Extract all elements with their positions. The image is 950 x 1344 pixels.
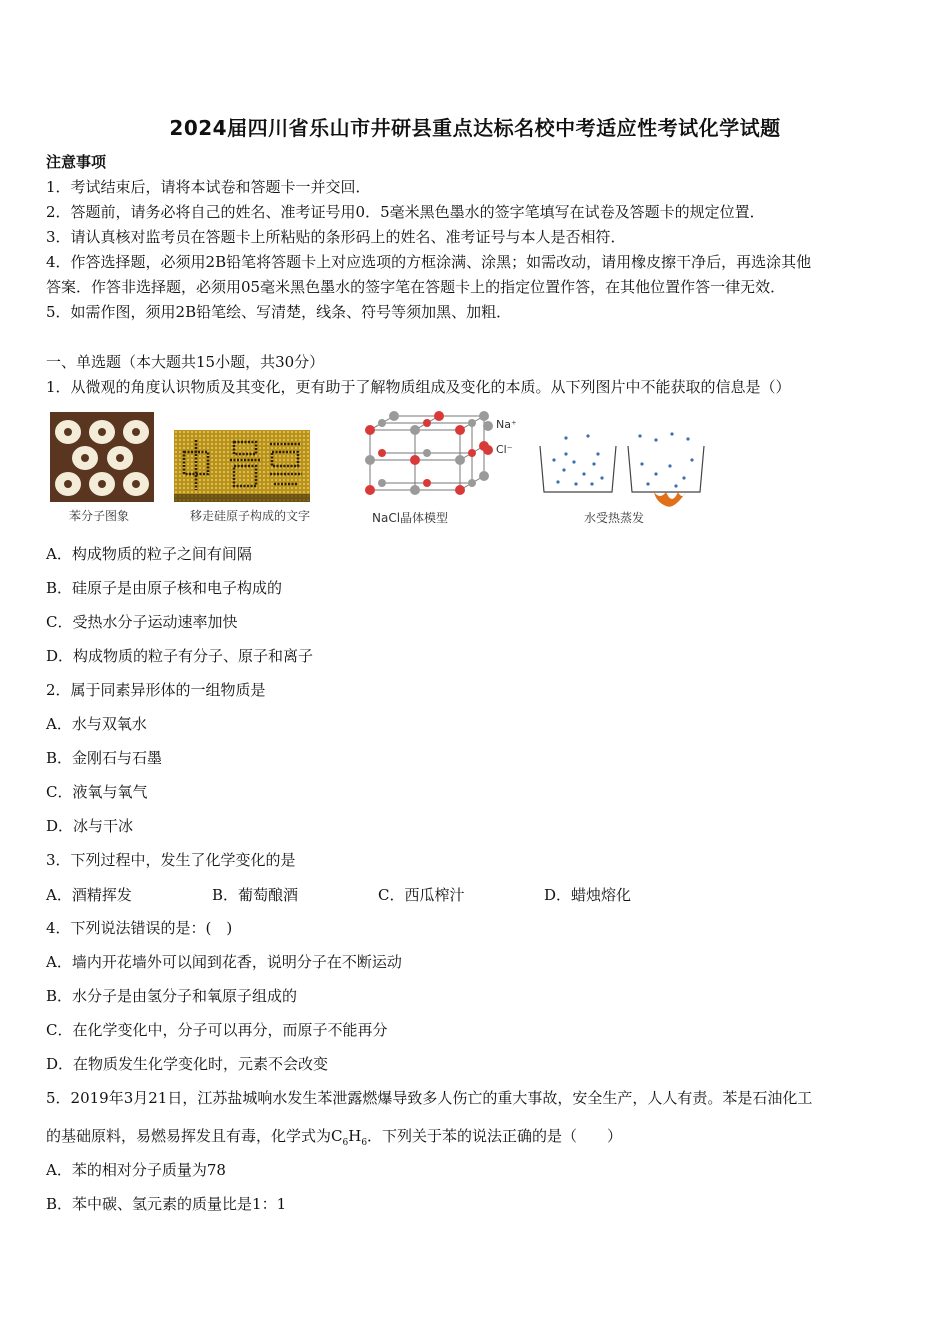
question-2-stem: 2．属于同素异形体的一组物质是 — [46, 681, 266, 699]
q3-option-b: B．葡萄酿酒 — [212, 886, 299, 904]
caption-silicon: 移走硅原子构成的文字 — [190, 509, 311, 523]
q4-option-c: C．在化学变化中，分子可以再分，而原子不能再分 — [46, 1021, 388, 1039]
caption-water: 水受热蒸发 — [584, 511, 645, 525]
q1-option-d: D．构成物质的粒子有分子、原子和离子 — [46, 647, 314, 665]
q5-stem-mid: H — [348, 1127, 362, 1145]
q5-option-a: A．苯的相对分子质量为78 — [46, 1161, 226, 1179]
q4-option-a: A．墙内开花墙外可以闻到花香，说明分子在不断运动 — [46, 953, 402, 971]
question-5-stem-line1: 5．2019年3月21日，江苏盐城响水发生苯泄露燃爆导致多人伤亡的重大事故，安全生产，人人有责。苯是石油化工 — [46, 1089, 813, 1107]
question-3-stem: 3．下列过程中，发生了化学变化的是 — [46, 851, 296, 869]
silicon-atoms-image — [174, 430, 310, 502]
q2-option-a: A．水与双氧水 — [46, 715, 147, 733]
notice-item: 2．答题前，请务必将自己的姓名、准考证号用0．5毫米黑色墨水的签字笔填写在试卷及答题卡的规定位置． — [46, 203, 765, 221]
legend-cl: Cl⁻ — [496, 443, 513, 456]
notice-item: 3．请认真核对监考员在答题卡上所粘贴的条形码上的姓名、准考证号与本人是否相符． — [46, 228, 626, 246]
q3-option-a: A．酒精挥发 — [46, 886, 132, 904]
q1-option-c: C．受热水分子运动速率加快 — [46, 613, 238, 631]
q5-sub-c: 6 — [342, 1138, 349, 1148]
q4-option-b: B．水分子是由氢分子和氧原子组成的 — [46, 987, 298, 1005]
question-5-stem-line2 — [46, 1126, 622, 1153]
question-1-stem: 1．从微观的角度认识物质及其变化，更有助于了解物质组成及变化的本质。从下列图片中不能获取的信息是（） — [46, 378, 791, 396]
notice-item: 4．作答选择题，必须用2B铅笔将答题卡上对应选项的方框涂满、涂黑；如需改动，请用橡皮擦干净后，再选涂其他 — [46, 253, 812, 271]
q3-option-c: C．西瓜榨汁 — [378, 886, 465, 904]
question-4-stem: 4．下列说法错误的是：( ) — [46, 919, 233, 937]
q2-option-c: C．液氧与氧气 — [46, 783, 148, 801]
q5-option-b: B．苯中碳、氢元素的质量比是1：1 — [46, 1195, 287, 1213]
q5-sub-h: 6 — [361, 1138, 368, 1148]
notice-item: 答案．作答非选择题，必须用05毫米黑色墨水的签字笔在答题卡上的指定位置作答，在其他位置作答一律无效． — [46, 278, 786, 296]
q4-option-d: D．在物质发生化学变化时，元素不会改变 — [46, 1055, 329, 1073]
q1-option-a: A．构成物质的粒子之间有间隔 — [46, 545, 252, 563]
notice-heading: 注意事项 — [46, 153, 107, 171]
q5-stem-post: ．下列关于苯的说法正确的是（ ） — [367, 1127, 623, 1145]
page-title: 2024届四川省乐山市井研县重点达标名校中考适应性考试化学试题 — [169, 116, 781, 140]
caption-nacl: NaCl晶体模型 — [372, 511, 449, 525]
q2-option-b: B．金刚石与石墨 — [46, 749, 163, 767]
benzene-image — [50, 412, 154, 502]
notice-item: 1．考试结束后，请将本试卷和答题卡一并交回． — [46, 178, 371, 196]
q3-options — [46, 884, 631, 905]
q2-option-d: D．冰与干冰 — [46, 817, 134, 835]
water-evaporation-image — [536, 430, 712, 508]
caption-benzene: 苯分子图象 — [69, 509, 130, 523]
legend-na: Na⁺ — [496, 418, 517, 431]
q1-option-b: B．硅原子是由原子核和电子构成的 — [46, 579, 283, 597]
section-heading: 一、单选题（本大题共15小题，共30分） — [46, 353, 325, 371]
q5-stem-pre: 的基础原料，易燃易挥发且有毒，化学式为C — [46, 1127, 343, 1145]
notice-item: 5．如需作图，须用2B铅笔绘、写清楚，线条、符号等须加黑、加粗． — [46, 303, 512, 321]
q3-option-d: D．蜡烛熔化 — [544, 886, 632, 904]
